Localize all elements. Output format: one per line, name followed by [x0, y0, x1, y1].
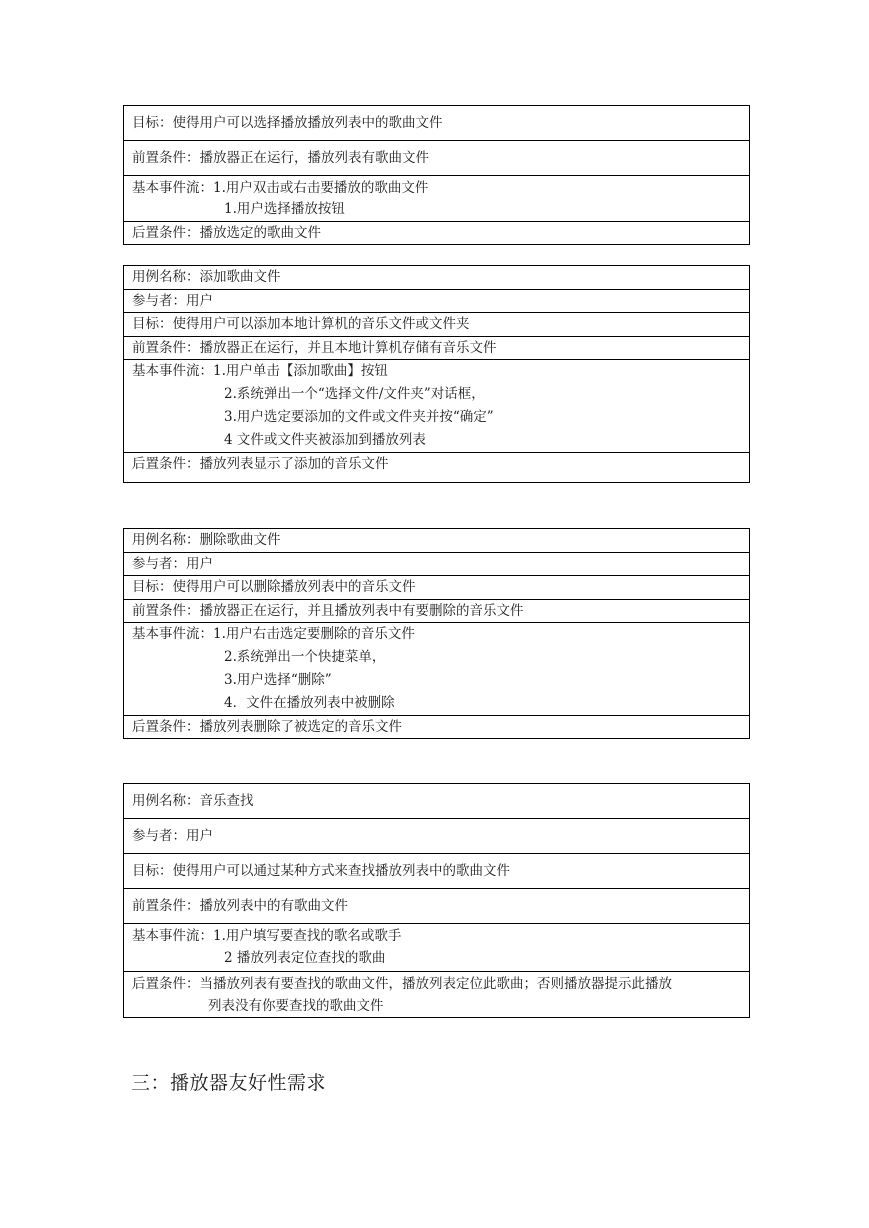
flow-label: 基本事件流：	[132, 928, 213, 944]
precondition-cell	[124, 889, 750, 924]
flow-step: 3.用户选定要添加的文件或文件夹并按“确定”	[224, 409, 494, 425]
actor-text: 参与者：用户	[132, 293, 213, 309]
use-case-name: 用例名称：音乐查找	[132, 793, 254, 809]
goal-cell	[124, 576, 750, 600]
flow-step: 1.用户双击或右击要播放的歌曲文件	[213, 180, 429, 196]
actor-text: 参与者：用户	[132, 556, 213, 572]
postcondition-cell	[124, 453, 750, 483]
use-case-table-play	[123, 105, 750, 245]
goal-cell	[124, 313, 750, 337]
postcondition-cell	[124, 222, 750, 245]
actor-text: 参与者：用户	[132, 828, 213, 844]
use-case-table-music-search	[123, 783, 750, 1018]
use-case-table-delete-song	[123, 528, 750, 739]
postcondition-cell	[124, 972, 750, 1018]
flow-step: 1.用户右击选定要删除的音乐文件	[213, 626, 415, 642]
flow-label: 基本事件流：	[132, 363, 213, 379]
actor-cell	[124, 819, 750, 854]
use-case-table-add-song	[123, 265, 750, 483]
postcondition-label: 后置条件：	[132, 976, 200, 992]
flow-step: 1.用户选择播放按钮	[224, 201, 345, 217]
precondition-text: 前置条件：播放器正在运行，播放列表有歌曲文件	[132, 150, 429, 166]
precondition-text: 前置条件：播放器正在运行，并且本地计算机存储有音乐文件	[132, 340, 497, 356]
postcondition-text: 当播放列表有要查找的歌曲文件，播放列表定位此歌曲；否则播放器提示此播放	[199, 976, 672, 992]
flow-step: 2.系统弹出一个快捷菜单，	[224, 649, 386, 665]
use-case-name: 用例名称：添加歌曲文件	[132, 269, 281, 285]
section-heading: 三：播放器友好性需求	[131, 1072, 327, 1094]
flow-cell	[124, 176, 750, 222]
use-case-name: 用例名称：删除歌曲文件	[132, 532, 281, 548]
postcondition-text: 后置条件：播放列表显示了添加的音乐文件	[132, 456, 389, 472]
goal-cell	[124, 854, 750, 889]
flow-step: 2 播放列表定位查找的歌曲	[224, 950, 386, 966]
actor-cell	[124, 553, 750, 576]
name-cell	[124, 529, 750, 553]
precondition-cell	[124, 337, 750, 360]
goal-text: 目标：使得用户可以选择播放播放列表中的歌曲文件	[132, 115, 443, 131]
goal-text: 目标：使得用户可以删除播放列表中的音乐文件	[132, 579, 416, 595]
goal-text: 目标：使得用户可以通过某种方式来查找播放列表中的歌曲文件	[132, 863, 510, 879]
goal-text: 目标：使得用户可以添加本地计算机的音乐文件或文件夹	[132, 316, 470, 332]
postcondition-text: 后置条件：播放选定的歌曲文件	[132, 225, 321, 241]
goal-cell	[124, 106, 750, 141]
precondition-cell	[124, 600, 750, 623]
name-cell	[124, 266, 750, 290]
flow-cell	[124, 623, 750, 716]
postcondition-text: 列表没有你要查找的歌曲文件	[208, 998, 384, 1014]
flow-step: 1.用户填写要查找的歌名或歌手	[213, 928, 402, 944]
flow-cell	[124, 360, 750, 453]
flow-step: 3.用户选择“删除”	[224, 672, 332, 688]
postcondition-cell	[124, 716, 750, 739]
name-cell	[124, 784, 750, 819]
flow-label: 基本事件流：	[132, 180, 213, 196]
precondition-text: 前置条件：播放器正在运行，并且播放列表中有要删除的音乐文件	[132, 603, 524, 619]
flow-label: 基本事件流：	[132, 626, 213, 642]
flow-step: 4．文件在播放列表中被删除	[224, 695, 395, 711]
flow-cell	[124, 924, 750, 972]
postcondition-text: 后置条件：播放列表删除了被选定的音乐文件	[132, 719, 402, 735]
precondition-cell	[124, 141, 750, 176]
flow-step: 2.系统弹出一个“选择文件/文件夹”对话框，	[224, 386, 485, 402]
flow-step: 4 文件或文件夹被添加到播放列表	[224, 432, 426, 448]
precondition-text: 前置条件：播放列表中的有歌曲文件	[132, 898, 348, 914]
actor-cell	[124, 290, 750, 313]
flow-step: 1.用户单击【添加歌曲】按钮	[213, 363, 388, 379]
